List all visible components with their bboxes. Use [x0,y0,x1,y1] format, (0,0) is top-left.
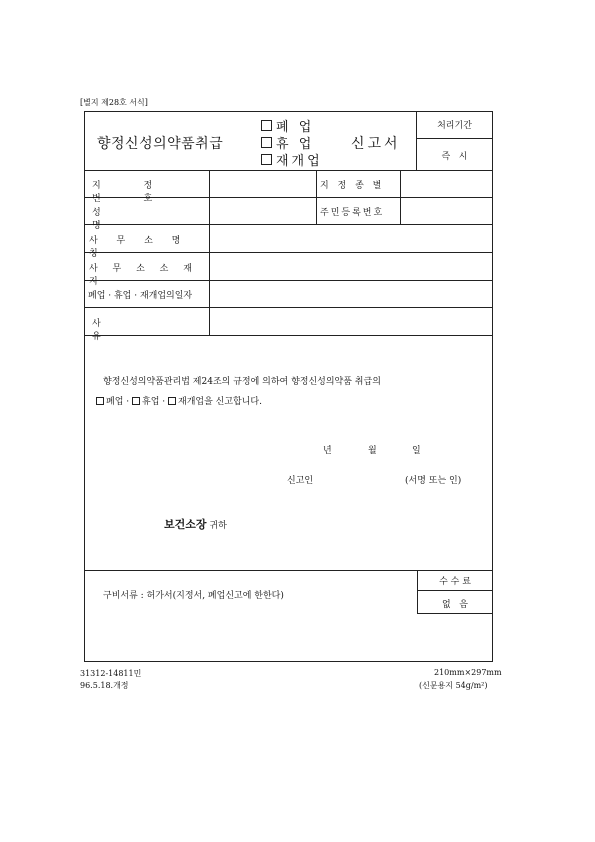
label-resident-number: 주민등록번호 [320,208,385,218]
date-month: 월 [368,446,377,456]
option-suspension[interactable]: 휴 업 [261,133,314,152]
reason-field[interactable] [210,308,492,334]
form-number: [별지 제28호 서식] [80,98,148,107]
label-office-name: 사 무 소 명 칭 [89,236,189,259]
office-name-field[interactable] [210,225,492,251]
name-field[interactable] [210,198,315,223]
resident-number-field[interactable] [401,198,492,223]
divider [416,138,493,139]
date-year: 년 [323,446,332,456]
paper-size: 210mm×297mm [434,668,502,677]
designation-type-field[interactable] [401,171,492,196]
fee-value: 없 음 [442,600,468,610]
applicant-label: 신고인 [287,476,314,486]
revision-date: 96.5.18.개정 [80,681,129,690]
checkbox-reopening-small[interactable] [168,397,176,405]
office-address-field[interactable] [210,253,492,279]
divider [417,590,493,591]
paper-type: (신문용지 54g/m²) [419,681,488,690]
form-title: 향정신성의약품취급 [97,136,224,152]
statement-options: 폐업 · 휴업 · 재개업을 신고합니다. [96,394,262,407]
label-reason: 사 유 [92,319,101,342]
form-title-suffix: 신고서 [351,136,401,152]
label-office-address: 사 무 소 소 재 지 [89,264,198,287]
processing-period-label: 처리기간 [437,121,472,131]
checkbox-closure[interactable] [261,120,272,131]
signature-label: (서명 또는 인) [405,476,462,486]
date-day: 일 [412,446,421,456]
designation-number-field[interactable] [210,171,315,196]
checkbox-suspension-small[interactable] [132,397,140,405]
form-code: 31312-14811민 [80,669,142,678]
checkbox-closure-small[interactable] [96,397,104,405]
option-reopening[interactable]: 재개업 [261,150,323,169]
change-date-field[interactable] [210,281,492,306]
label-name: 성 명 [92,208,101,231]
checkbox-reopening[interactable] [261,154,272,165]
option-closure[interactable]: 폐 업 [261,116,314,135]
label-designation-type: 지 정 종 별 [320,181,385,191]
recipient: 보건소장 귀하 [164,518,227,531]
label-change-date: 폐업 · 휴업 · 재개업의일자 [88,291,193,301]
divider [84,570,493,571]
statement-text: 향정신성의약품관리법 제24조의 규정에 의하여 향정신성의약품 취급의 [103,377,381,387]
required-documents: 구비서류 : 허가서(지정서, 폐업신고에 한한다) [103,591,284,601]
divider [417,613,493,614]
checkbox-suspension[interactable] [261,137,272,148]
processing-period-value: 즉 시 [441,152,468,162]
divider [316,170,317,224]
fee-label: 수 수 료 [439,577,471,587]
label-designation-number: 지 정 번 호 [92,181,173,204]
